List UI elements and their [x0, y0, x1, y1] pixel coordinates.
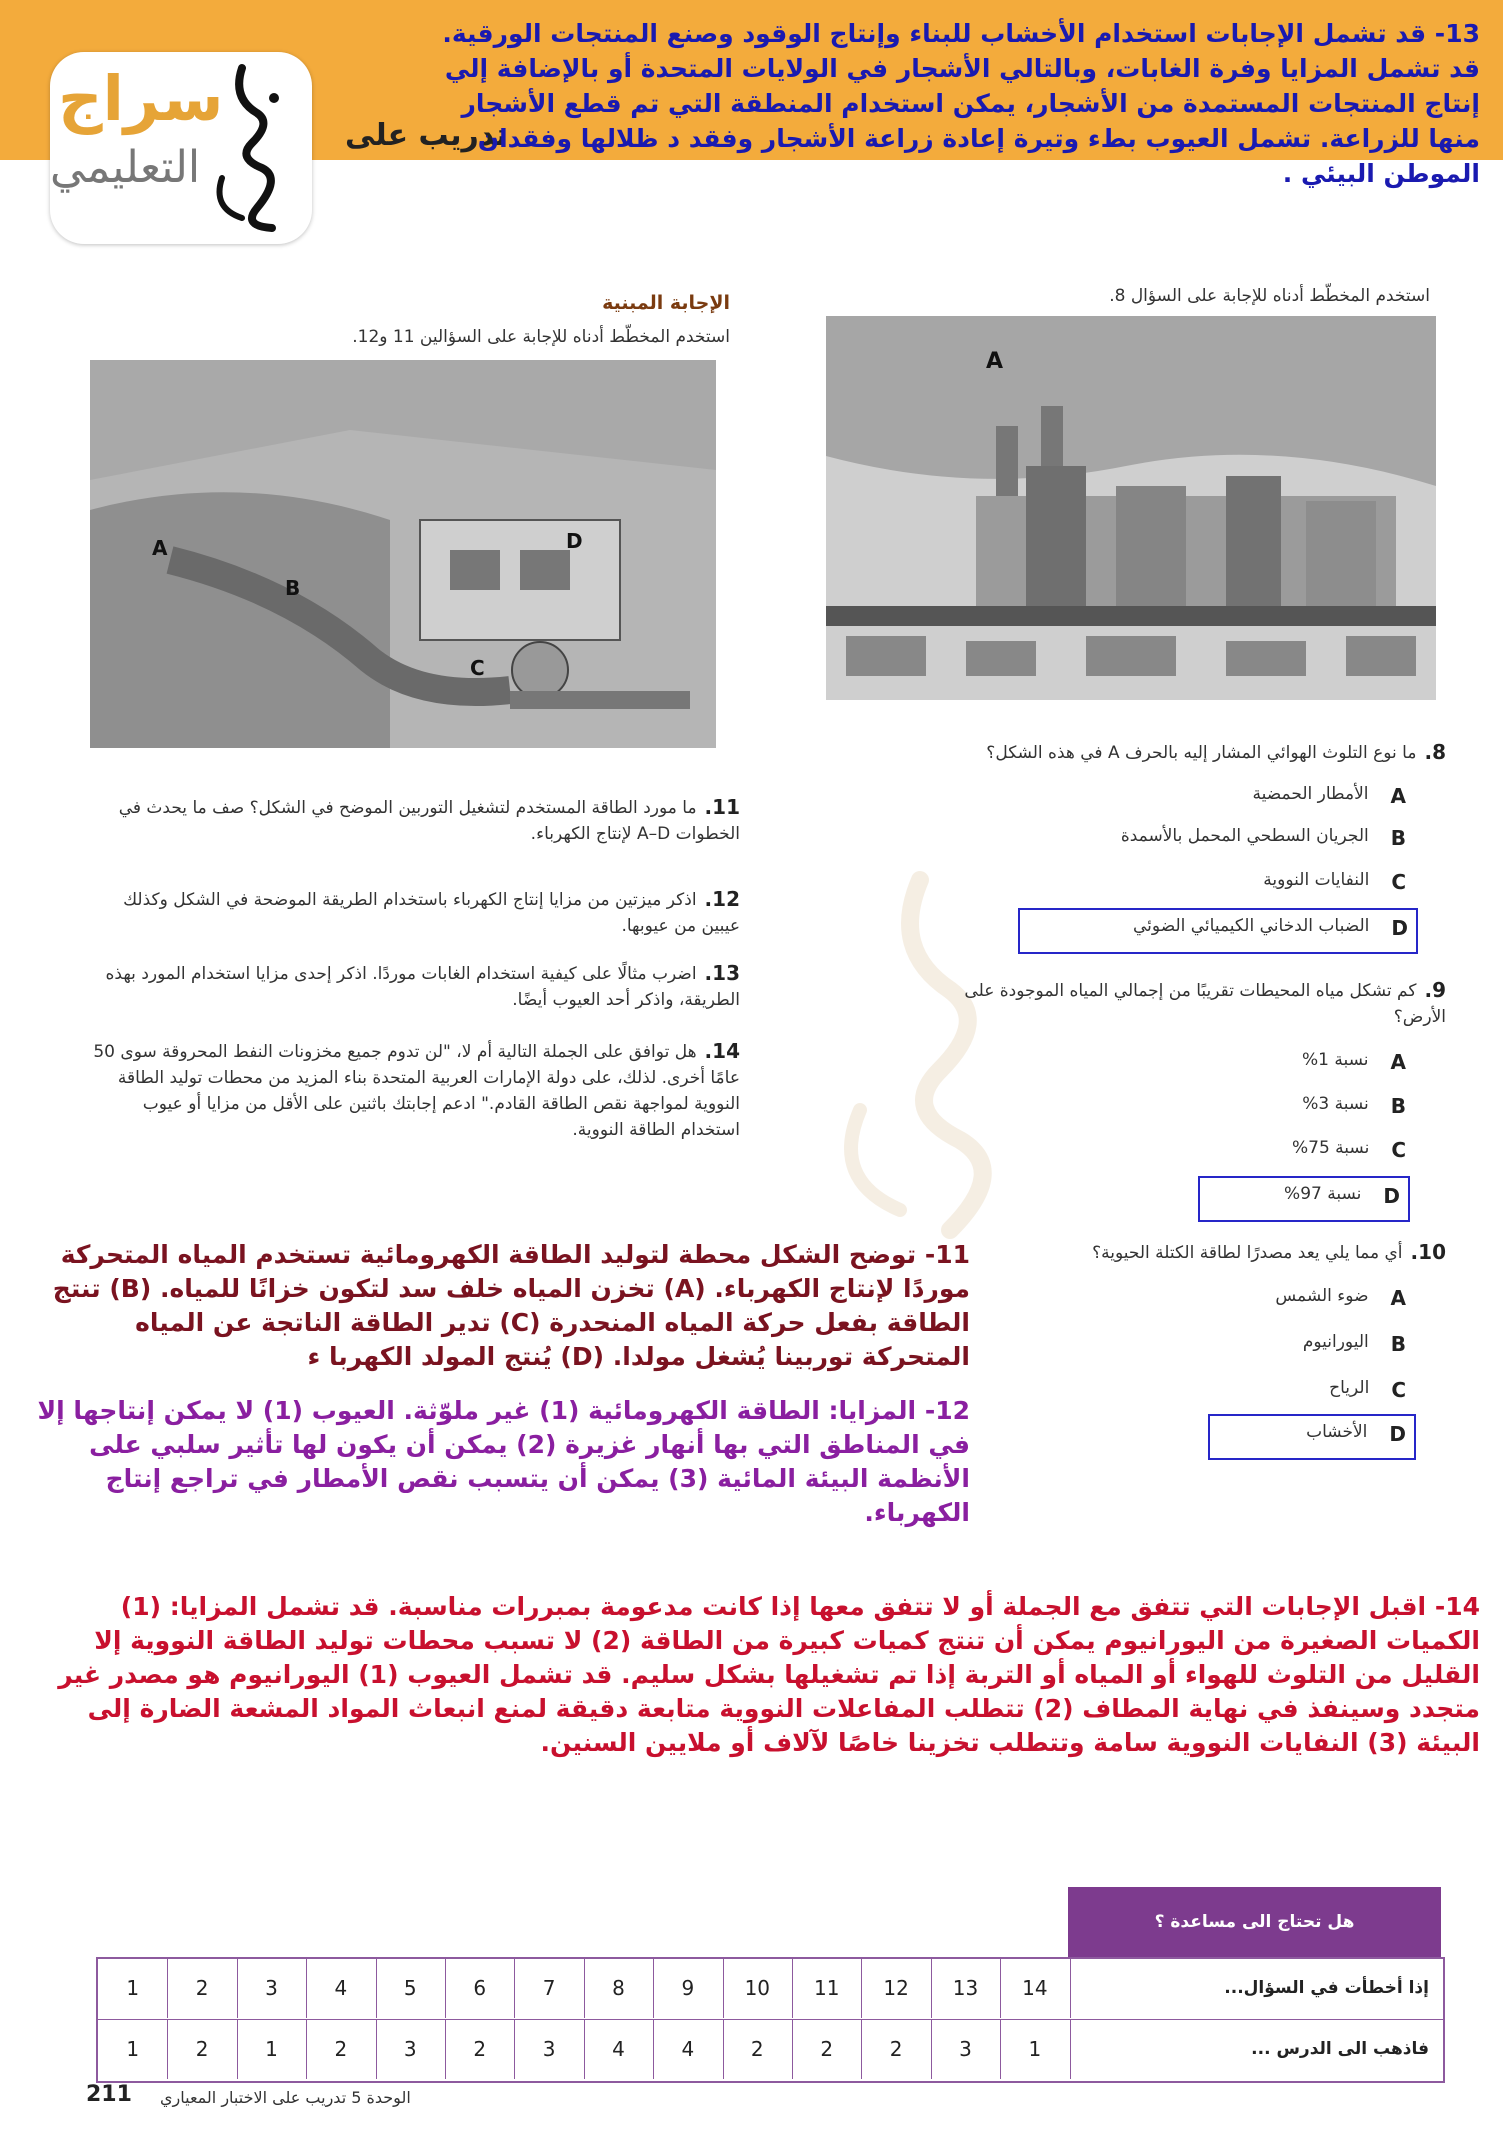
table-cell-lesson: 1 — [98, 2020, 168, 2079]
question-text: هل توافق على الجملة التالية أم لا، "لن تدوم جميع مخزونات النفط المحروقة سوى 50 عامًا أخرى. لذلك، على دولة الإمارات العربية المتحدة بناء المزيد من محطات توليد الطاقة النووية لمواجهة نقص الطاقة القادم." ادعم إجابتك باثنين على الأقل من مزايا أو عيوب استخدام الطاقة النووية. — [93, 1042, 740, 1140]
mcq-10 — [980, 1240, 1446, 1266]
table-cell-lesson: 2 — [723, 2020, 793, 2079]
table-cell-question: 2 — [167, 1959, 237, 2018]
mcq-9-option-d-selected[interactable] — [1198, 1176, 1410, 1222]
footer-text: الوحدة 5 تدريب على الاختبار المعياري — [160, 2088, 411, 2107]
question-text: أي مما يلي يعد مصدرًا لطاقة الكتلة الحيوية؟ — [1092, 1243, 1403, 1263]
mcq-8-option-a[interactable] — [1020, 784, 1406, 820]
mcq-9-option-b[interactable] — [1200, 1094, 1406, 1130]
question-12 — [90, 887, 740, 939]
answer-11: 11- توضح الشكل محطة لتوليد الطاقة الكهرومائية تستخدم المياه المتحركة موردًا لإنتاج الكهرباء. (A) تخزن المياه خلف سد لتكون خزانًا للمياه. (B) تنتج الطاقة بفعل حركة المياه المنحدرة (C) تدير الطاقة الناتجة عن المياه المتحركة توربينا يُشغل مولدا. (D) يُنتج المولد الكهربا ء — [52, 1240, 970, 1371]
logo-calligraphy-icon — [202, 58, 302, 236]
help-table-title: هل تحتاج الى مساعدة ؟ — [1154, 1912, 1355, 1932]
figure-instruction-right: استخدم المخطّط أدناه للإجابة على السؤال 8. — [1109, 286, 1430, 306]
help-table-header — [1068, 1887, 1441, 1957]
option-text: نسبة 75% — [1291, 1138, 1370, 1158]
question-number: 10. — [1410, 1240, 1446, 1264]
option-letter: D — [1391, 916, 1408, 940]
option-text: الجريان السطحي المحمل بالأسمدة — [1120, 826, 1369, 846]
option-letter: B — [1390, 1332, 1406, 1356]
table-cell-question: 6 — [445, 1959, 515, 2018]
question-text: كم تشكل مياه المحيطات تقريبًا من إجمالي المياه الموجودة على الأرض؟ — [964, 981, 1446, 1027]
option-letter: C — [1391, 1378, 1406, 1402]
mcq-10-option-d-selected[interactable] — [1208, 1414, 1416, 1460]
option-letter: A — [1390, 1050, 1406, 1074]
table-cell-lesson: 2 — [445, 2020, 515, 2079]
option-text: النفايات النووية — [1263, 870, 1370, 890]
table-cell-question: 10 — [723, 1959, 793, 2018]
table-cell-question: 11 — [792, 1959, 862, 2018]
mcq-9-option-c[interactable] — [1200, 1138, 1406, 1174]
logo-subtitle: التعليمي — [50, 142, 201, 193]
option-letter: A — [1390, 784, 1406, 808]
option-letter: D — [1383, 1184, 1400, 1208]
question-14 — [90, 1039, 740, 1143]
table-cell-question: 12 — [861, 1959, 931, 2018]
table-cell-question: 14 — [1000, 1959, 1070, 2018]
figure-label-b: B — [285, 576, 301, 600]
option-text: نسبة 3% — [1302, 1094, 1369, 1114]
option-letter: C — [1391, 870, 1406, 894]
question-text: ما مورد الطاقة المستخدم لتشغيل التوربين الموضح في الشكل؟ صف ما يحدث في الخطوات A–D لإنتاج الكهرباء. — [118, 798, 740, 844]
mcq-8-option-d-selected[interactable] — [1018, 908, 1418, 954]
question-number: 13. — [704, 961, 740, 985]
air-pollution-city-figure — [826, 316, 1436, 700]
table-cell-question: 5 — [376, 1959, 446, 2018]
figure-label-a: A — [152, 536, 168, 560]
table-cell-lesson: 3 — [931, 2020, 1001, 2079]
mcq-8-option-c[interactable] — [1020, 870, 1406, 906]
answer-13: 13- قد تشمل الإجابات استخدام الأخشاب للبناء وإنتاج الوقود وصنع المنتجات الورقية. قد تشمل المزايا وفرة الغابات، وبالتالي الأشجار في الولايات المتحدة أو بالإضافة إلي إنتاج المنتجات المستمدة من الأشجار، يمكن استخدام المنطقة التي تم قطع الأشجار منها للزراعة. تشمل العيوب بطء وتيرة إعادة زراعة الأشجار وفقد د ظلالها وفقدان الموطن البيئي . — [442, 19, 1480, 188]
option-letter: A — [1390, 1286, 1406, 1310]
table-cell-question: 8 — [584, 1959, 654, 2018]
option-text: ضوء الشمس — [1275, 1286, 1369, 1306]
option-text: الأمطار الحمضية — [1252, 784, 1369, 804]
question-number: 14. — [704, 1039, 740, 1063]
table-cell-lesson: 4 — [653, 2020, 723, 2079]
mcq-10-option-b[interactable] — [1210, 1332, 1406, 1368]
question-number: 12. — [704, 887, 740, 911]
option-letter: B — [1390, 826, 1406, 850]
option-text: نسبة 97% — [1284, 1184, 1362, 1204]
option-text: الأخشاب — [1306, 1422, 1368, 1442]
table-cell-lesson: 2 — [792, 2020, 862, 2079]
option-letter: B — [1390, 1094, 1406, 1118]
question-13 — [90, 961, 740, 1013]
section-title: الإجابة المبنية — [602, 292, 730, 314]
question-number: 11. — [704, 795, 740, 819]
table-cell-question: 4 — [306, 1959, 376, 2018]
mcq-10-option-a[interactable] — [1210, 1286, 1406, 1322]
question-text: اذكر ميزتين من مزايا إنتاج الكهرباء باستخدام الطريقة الموضحة في الشكل وكذلك عيبين من عيوبها. — [123, 890, 740, 936]
row-label-question: إذا أخطأت في السؤال... — [1224, 1978, 1429, 1998]
option-text: الضباب الدخاني الكيميائي الضوئي — [1133, 916, 1370, 936]
option-text: اليورانيوم — [1302, 1332, 1369, 1352]
figure-instruction-left: استخدم المخطّط أدناه للإجابة على السؤالين 11 و12. — [352, 327, 730, 347]
question-text: ما نوع التلوث الهوائي المشار إليه بالحرف A في هذه الشكل؟ — [986, 743, 1417, 763]
help-table — [96, 1957, 1445, 2083]
table-cell-question: 1 — [98, 1959, 168, 2018]
hydroelectric-dam-figure — [90, 360, 716, 748]
table-cell-lesson: 2 — [861, 2020, 931, 2079]
option-letter: D — [1389, 1422, 1406, 1446]
mcq-8 — [826, 740, 1446, 766]
row-label-lesson: فاذهب الى الدرس ... — [1251, 2039, 1429, 2059]
header-train-label: تدريب على — [345, 118, 508, 153]
table-cell-lesson: 2 — [167, 2020, 237, 2079]
question-number: 9. — [1424, 978, 1446, 1002]
table-cell-lesson: 2 — [306, 2020, 376, 2079]
question-number: 8. — [1424, 740, 1446, 764]
answer-14: 14- اقبل الإجابات التي تتفق مع الجملة أو لا تتفق معها إذا كانت مدعومة بمبررات مناسبة. قد تشمل المزايا: (1) الكميات الصغيرة من اليورانيوم يمكن أن تنتج كميات كبيرة من الطاقة (2) لا تسبب محطات توليد الطاقة النووية إلا القليل من التلوث للهواء أو المياه أو التربة إذا تم تشغيلها بشكل سليم. قد تشمل العيوب (1) اليورانيوم هو مصدر غير متجدد وسينفذ في نهاية المطاف (2) تتطلب المفاعلات النووية متابعة دقيقة لمنع انبعاث المواد المشعة الضارة إلى البيئة (3) النفايات النووية سامة وتتطلب تخزينا خاصًا لآلاف أو ملايين السنين. — [58, 1592, 1480, 1757]
table-cell-lesson: 3 — [376, 2020, 446, 2079]
table-cell-lesson: 1 — [237, 2020, 307, 2079]
option-text: الرياح — [1329, 1378, 1370, 1398]
figure-label-d: D — [566, 529, 583, 553]
table-cell-question: 9 — [653, 1959, 723, 2018]
mcq-9 — [960, 978, 1446, 1030]
mcq-9-option-a[interactable] — [1200, 1050, 1406, 1086]
page-number: 211 — [86, 2082, 132, 2107]
answer-12: 12- المزايا: الطاقة الكهرومائية (1) غير ملوّثة. العيوب (1) لا يمكن إنتاجها إلا في المناطق التي بها أنهار غزيرة (2) يمكن أن يكون لها تأثير سلبي على الأنظمة البيئة المائية (3) يمكن أن يتسبب نقص الأمطار في تراجع إنتاج الكهرباء. — [37, 1396, 970, 1527]
table-cell-lesson: 4 — [584, 2020, 654, 2079]
mcq-8-option-b[interactable] — [1020, 826, 1406, 862]
figure-label-c: C — [470, 656, 485, 680]
table-cell-lesson: 3 — [514, 2020, 584, 2079]
question-text: اضرب مثالًا على كيفية استخدام الغابات موردًا. اذكر إحدى مزايا استخدام المورد بهذه الطريقة، واذكر أحد العيوب أيضًا. — [105, 964, 740, 1010]
question-11 — [90, 795, 740, 847]
table-cell-question: 13 — [931, 1959, 1001, 2018]
mcq-10-option-c[interactable] — [1210, 1378, 1406, 1414]
logo-title: سراج — [58, 62, 224, 135]
table-cell-lesson: 1 — [1000, 2020, 1070, 2079]
figure-label-a: A — [986, 349, 1004, 374]
table-cell-question: 3 — [237, 1959, 307, 2018]
option-letter: C — [1391, 1138, 1406, 1162]
option-text: نسبة 1% — [1301, 1050, 1369, 1070]
table-cell-question: 7 — [514, 1959, 584, 2018]
